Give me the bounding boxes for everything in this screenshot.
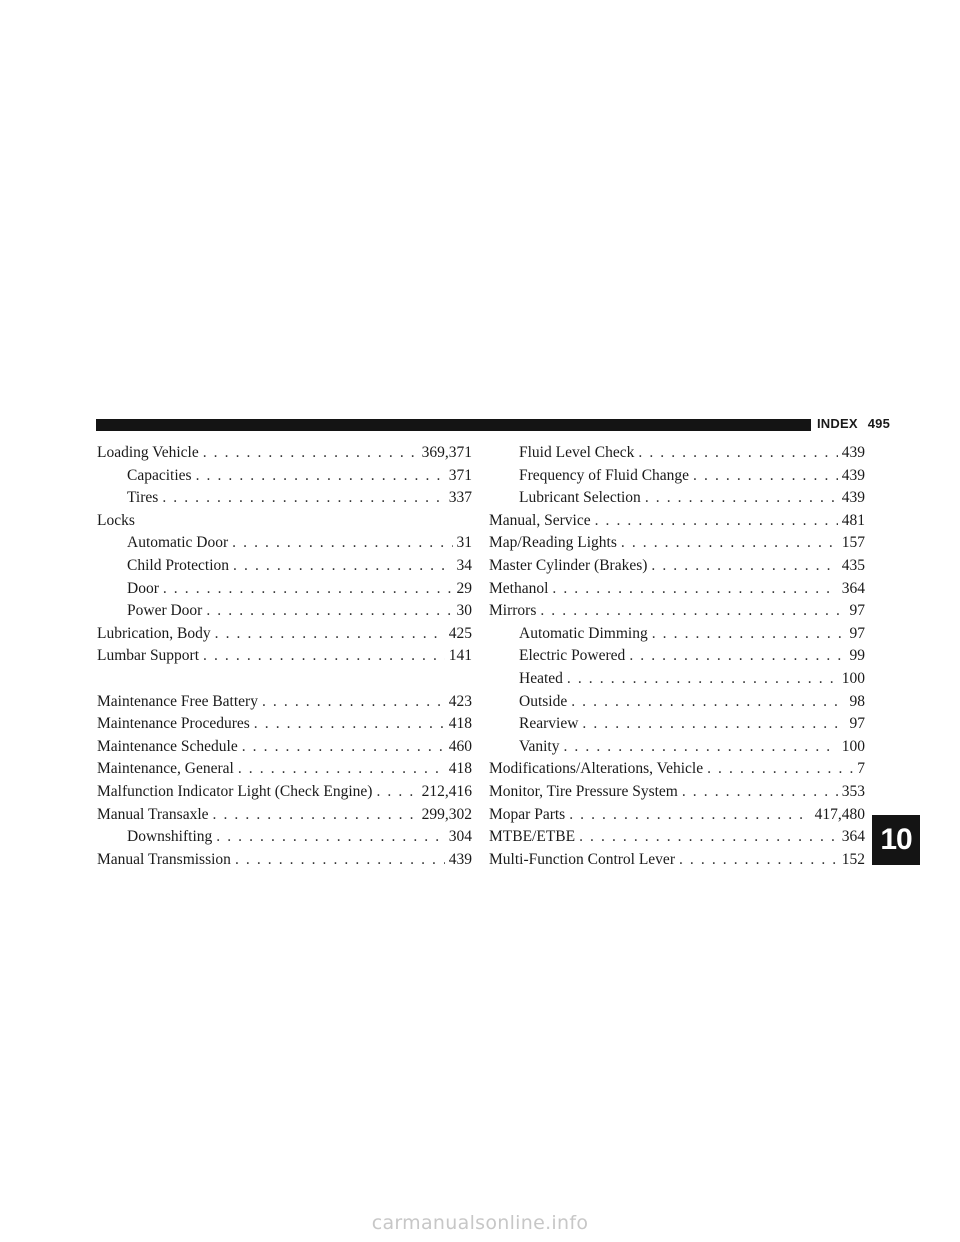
dot-leader	[233, 555, 452, 578]
entry-label: Malfunction Indicator Light (Check Engine)	[97, 782, 373, 800]
dot-leader	[707, 758, 853, 781]
dot-leader	[682, 781, 838, 804]
entry-label: MTBE/ETBE	[489, 828, 576, 846]
entry-label: Frequency of Fluid Change	[519, 466, 690, 484]
entry-page-number: 212,416	[421, 782, 472, 800]
dot-leader	[552, 578, 837, 601]
index-entry	[97, 758, 472, 781]
entry-label: Mirrors	[489, 602, 537, 620]
index-subentry	[489, 668, 865, 691]
index-entry	[97, 510, 472, 533]
entry-label: Modifications/Alterations, Vehicle	[489, 760, 704, 778]
entry-label: Locks	[97, 511, 135, 529]
entry-label: Lumbar Support	[97, 647, 200, 665]
index-entry	[97, 442, 472, 465]
entry-page-number: 439	[448, 850, 472, 868]
dot-leader	[242, 736, 445, 759]
index-subentry	[97, 578, 472, 601]
entry-page-number: 425	[448, 624, 472, 642]
index-entry	[489, 849, 865, 872]
index-entry	[489, 804, 865, 827]
entry-page-number: 353	[841, 782, 865, 800]
entry-page-number: 369,371	[421, 444, 472, 461]
dot-leader	[563, 736, 837, 759]
header-page-number: 495	[867, 416, 891, 431]
entry-gap	[97, 668, 472, 691]
index-entry	[97, 691, 472, 714]
dot-leader	[693, 465, 838, 488]
entry-page-number: 29	[456, 579, 472, 597]
index-subentry	[489, 487, 865, 510]
dot-leader	[262, 691, 445, 714]
dot-leader	[235, 849, 445, 872]
header-rule	[96, 419, 811, 431]
index-entry	[489, 532, 865, 555]
entry-page-number: 157	[841, 534, 865, 552]
entry-page-number: 34	[456, 556, 472, 574]
index-entry	[489, 826, 865, 849]
entry-page-number: 418	[448, 760, 472, 778]
index-entry	[489, 600, 865, 623]
index-entry	[489, 555, 865, 578]
entry-label: Power Door	[127, 602, 203, 620]
index-subentry	[97, 555, 472, 578]
entry-page-number: 337	[448, 489, 472, 507]
entry-label: Electric Powered	[519, 647, 626, 665]
index-entry	[97, 736, 472, 759]
entry-label: Automatic Door	[127, 534, 229, 552]
entry-label: Maintenance Procedures	[97, 715, 250, 733]
index-subentry	[97, 826, 472, 849]
entry-label: Rearview	[519, 715, 579, 733]
dot-leader	[213, 804, 418, 827]
dot-leader	[638, 442, 837, 465]
dot-leader	[567, 668, 838, 691]
entry-page-number: 304	[448, 828, 472, 846]
index-entry	[97, 849, 472, 872]
header-section: INDEX	[817, 416, 858, 431]
dot-leader	[232, 532, 452, 555]
entry-page-number: 97	[849, 715, 865, 733]
entry-label: Manual Transmission	[97, 850, 231, 868]
entry-page-number: 364	[841, 828, 865, 846]
dot-leader	[540, 600, 845, 623]
entry-label: Methanol	[489, 579, 549, 597]
index-entry	[489, 510, 865, 533]
entry-page-number: 141	[448, 647, 472, 665]
entry-label: Monitor, Tire Pressure System	[489, 782, 678, 800]
dot-leader	[652, 623, 846, 646]
entry-label: Tires	[127, 489, 159, 507]
index-entry	[97, 623, 472, 646]
index-entry	[489, 781, 865, 804]
index-subentry	[489, 691, 865, 714]
dot-leader	[203, 442, 418, 465]
dot-leader	[621, 532, 838, 555]
entry-page-number: 439	[841, 489, 865, 507]
index-subentry	[489, 713, 865, 736]
entry-page-number: 423	[448, 692, 472, 710]
index-entry	[97, 645, 472, 668]
index-entry	[97, 713, 472, 736]
index-column-left	[97, 442, 472, 871]
entry-label: Door	[127, 579, 159, 597]
entry-label: Vanity	[519, 737, 560, 755]
dot-leader	[629, 645, 845, 668]
dot-leader	[254, 713, 445, 736]
entry-label: Lubrication, Body	[97, 624, 211, 642]
index-entry	[489, 578, 865, 601]
entry-label: Capacities	[127, 466, 192, 484]
entry-label: Maintenance, General	[97, 760, 234, 778]
index-subentry	[489, 623, 865, 646]
dot-leader	[582, 713, 845, 736]
dot-leader	[569, 804, 810, 827]
entry-page-number: 418	[448, 715, 472, 733]
entry-label: Maintenance Free Battery	[97, 692, 258, 710]
dot-leader	[376, 781, 417, 804]
chapter-tab: 10	[872, 815, 920, 865]
entry-page-number: 439	[841, 444, 865, 461]
index-subentry	[489, 736, 865, 759]
watermark: carmanualsonline.info	[371, 1212, 589, 1234]
index-subentry	[97, 600, 472, 623]
entry-label: Child Protection	[127, 556, 230, 574]
entry-label: Master Cylinder (Brakes)	[489, 556, 648, 574]
entry-page-number: 31	[456, 534, 472, 552]
entry-page-number: 7	[857, 760, 865, 778]
dot-leader	[679, 849, 838, 872]
dot-leader	[203, 645, 445, 668]
index-entry	[489, 758, 865, 781]
entry-page-number: 100	[841, 737, 865, 755]
entry-page-number: 435	[841, 556, 865, 574]
dot-leader	[571, 691, 845, 714]
index-entry	[97, 781, 472, 804]
dot-leader	[215, 623, 445, 646]
dot-leader	[162, 487, 444, 510]
entry-page-number: 299,302	[421, 805, 472, 823]
entry-label: Manual Transaxle	[97, 805, 209, 823]
entry-page-number: 364	[841, 579, 865, 597]
entry-page-number: 97	[849, 602, 865, 620]
dot-leader	[651, 555, 837, 578]
dot-leader	[595, 510, 838, 533]
dot-leader	[196, 465, 445, 488]
entry-page-number: 100	[841, 669, 865, 687]
entry-label: Fluid Level Check	[519, 444, 635, 461]
entry-page-number: 371	[448, 466, 472, 484]
entry-label: Manual, Service	[489, 511, 591, 529]
entry-page-number: 152	[841, 850, 865, 868]
entry-label: Maintenance Schedule	[97, 737, 238, 755]
entry-label: Downshifting	[127, 828, 213, 846]
index-subentry	[489, 645, 865, 668]
index-subentry	[97, 487, 472, 510]
entry-label: Outside	[519, 692, 568, 710]
dot-leader	[579, 826, 838, 849]
dot-leader	[216, 826, 445, 849]
dot-leader	[206, 600, 452, 623]
index-subentry	[97, 532, 472, 555]
index-column-right	[489, 442, 865, 871]
dot-leader	[163, 578, 453, 601]
entry-label: Loading Vehicle	[97, 444, 199, 461]
entry-page-number: 481	[841, 511, 865, 529]
entry-label: Heated	[519, 669, 563, 687]
entry-label: Lubricant Selection	[519, 489, 641, 507]
entry-label: Map/Reading Lights	[489, 534, 617, 552]
running-header	[817, 416, 890, 431]
entry-page-number: 99	[849, 647, 865, 665]
index-entry	[97, 804, 472, 827]
entry-page-number: 439	[841, 466, 865, 484]
entry-label: Automatic Dimming	[519, 624, 648, 642]
dot-leader	[645, 487, 838, 510]
entry-page-number: 417,480	[814, 805, 865, 823]
index-subentry	[489, 465, 865, 488]
index-subentry	[97, 465, 472, 488]
dot-leader	[238, 758, 445, 781]
entry-page-number: 460	[448, 737, 472, 755]
entry-page-number: 98	[849, 692, 865, 710]
index-subentry	[489, 442, 865, 465]
entry-label: Multi-Function Control Lever	[489, 850, 675, 868]
entry-page-number: 30	[456, 602, 472, 620]
entry-label: Mopar Parts	[489, 805, 566, 823]
entry-page-number: 97	[849, 624, 865, 642]
